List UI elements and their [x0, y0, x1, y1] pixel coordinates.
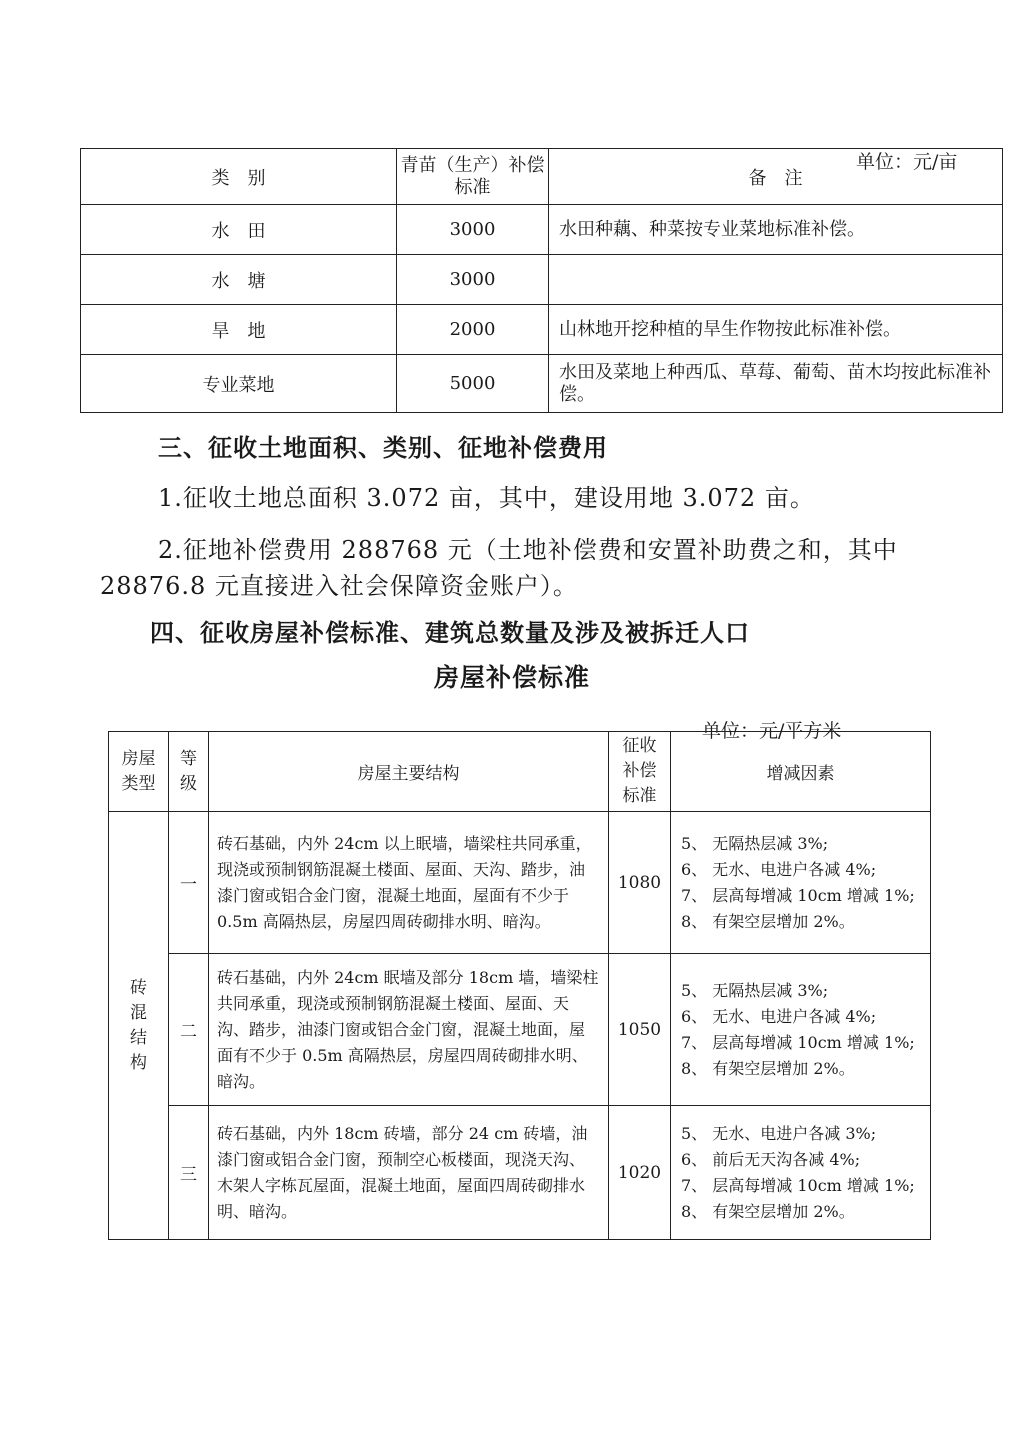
row-standard: 5000: [397, 355, 549, 413]
table-header-row: [109, 732, 931, 812]
row-structure: 砖石基础，内外 24cm 眠墙及部分 18cm 墙，墙梁柱共同承重，现浇或预制钢筋混凝土楼面、屋面、天沟、踏步，油漆门窗或铝合金门窗，混凝土地面，屋面有不少于 0.5m 高隔热层，房屋四周砖砌排水明、暗沟。: [209, 954, 609, 1106]
house-type-cell: 砖 混 结 构: [109, 812, 169, 1240]
row-standard: 1050: [609, 954, 671, 1106]
table-row: [81, 305, 1003, 355]
table2-title: 房屋补偿标准: [433, 663, 590, 692]
row-note: 水田种藕、种菜按专业菜地标准补偿。: [549, 205, 1003, 255]
table2-unit: 单位：元/平方米: [702, 720, 842, 742]
header-standard: 征收 补偿 标准: [609, 732, 671, 812]
row-factors: 5、 无隔热层减 3%; 6、 无水、电进户各减 4%; 7、 层高每增减 10cm 增减 1%; 8、 有架空层增加 2%。: [671, 812, 931, 954]
table-row: [109, 812, 931, 954]
row-note: [549, 255, 1003, 305]
header-factors: 增减因素: [671, 732, 931, 812]
row-factors: 5、 无水、电进户各减 3%; 6、 前后无天沟各减 4%; 7、 层高每增减 10cm 增减 1%; 8、 有架空层增加 2%。: [671, 1106, 931, 1240]
seedling-compensation-table: [80, 148, 1003, 413]
table1-unit: 单位：元/亩: [856, 151, 958, 173]
row-standard: 2000: [397, 305, 549, 355]
row-structure: 砖石基础，内外 18cm 砖墙，部分 24 cm 砖墙，油漆门窗或铝合金门窗，预制空心板楼面，现浇天沟、木架人字栋瓦屋面，混凝土地面，屋面四周砖砌排水明、暗沟。: [209, 1106, 609, 1240]
row-factors: 5、 无隔热层减 3%; 6、 无水、电进户各减 4%; 7、 层高每增减 10cm 增减 1%; 8、 有架空层增加 2%。: [671, 954, 931, 1106]
row-category: 水 田: [81, 205, 397, 255]
section4-heading: 四、征收房屋补偿标准、建筑总数量及涉及被拆迁人口: [150, 618, 750, 647]
header-note: 备 注: [549, 149, 1003, 205]
table-header-row: [81, 149, 1003, 205]
section3-paragraph-2-line-2: 28876.8 元直接进入社会保障资金账户）。: [100, 572, 578, 600]
row-note: 山林地开挖种植的旱生作物按此标准补偿。: [549, 305, 1003, 355]
section3-heading: 三、征收土地面积、类别、征地补偿费用: [158, 433, 608, 462]
row-standard: 1020: [609, 1106, 671, 1240]
row-standard: 3000: [397, 205, 549, 255]
row-category: 专业菜地: [81, 355, 397, 413]
table-row: [81, 255, 1003, 305]
section3-paragraph-1: 1.征收土地总面积 3.072 亩，其中，建设用地 3.072 亩。: [158, 484, 815, 512]
row-note: 水田及菜地上种西瓜、草莓、葡萄、苗木均按此标准补偿。: [549, 355, 1003, 413]
table-row: [109, 954, 931, 1106]
table-row: [109, 1106, 931, 1240]
row-category: 旱 地: [81, 305, 397, 355]
row-grade: 二: [169, 954, 209, 1106]
house-compensation-table: [108, 731, 931, 1240]
row-category: 水 塘: [81, 255, 397, 305]
header-category: 类 别: [81, 149, 397, 205]
row-structure: 砖石基础，内外 24cm 以上眠墙，墙梁柱共同承重，现浇或预制钢筋混凝土楼面、屋面、天沟、踏步，油漆门窗或铝合金门窗，混凝土地面，屋面有不少于 0.5m 高隔热层，房屋四周砖砌排水明、暗沟。: [209, 812, 609, 954]
row-grade: 三: [169, 1106, 209, 1240]
row-standard: 3000: [397, 255, 549, 305]
header-standard: 青苗（生产）补偿标准: [397, 149, 549, 205]
section3-paragraph-2-line-1: 2.征地补偿费用 288768 元（土地补偿费和安置补助费之和，其中: [158, 536, 898, 564]
header-house-type: 房屋 类型: [109, 732, 169, 812]
header-grade: 等 级: [169, 732, 209, 812]
table-row: [81, 355, 1003, 413]
row-grade: 一: [169, 812, 209, 954]
header-structure: 房屋主要结构: [209, 732, 609, 812]
table-row: [81, 205, 1003, 255]
row-standard: 1080: [609, 812, 671, 954]
